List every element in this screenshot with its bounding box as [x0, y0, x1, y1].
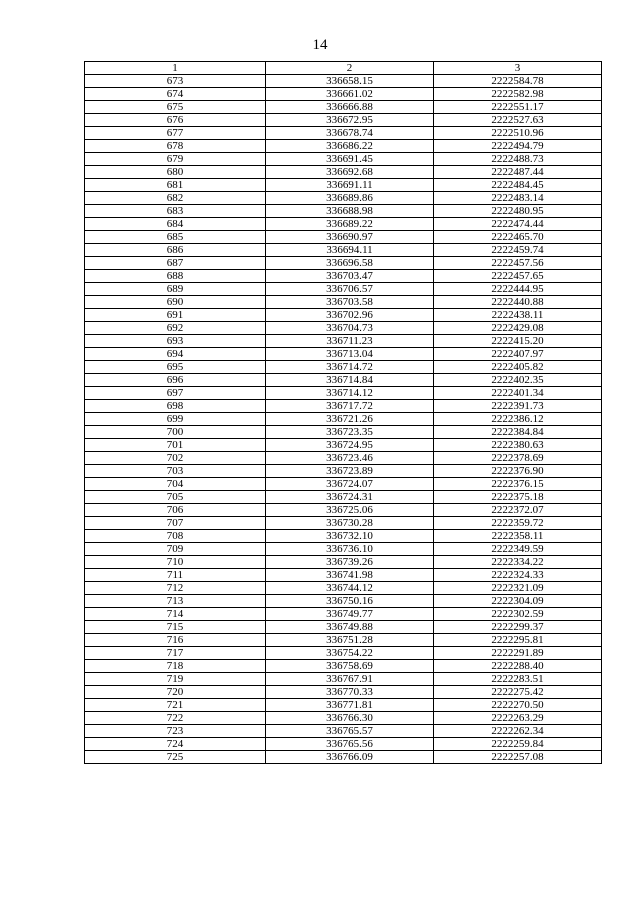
table-row — [85, 751, 602, 764]
page-number: 14 — [312, 37, 328, 53]
y-coordinate-cell: 2222262.34 — [434, 725, 602, 738]
point-number-cell: 725 — [85, 751, 266, 764]
x-coordinate-cell: 336766.30 — [266, 712, 434, 725]
x-coordinate-cell: 336749.77 — [266, 608, 434, 621]
table-row — [85, 439, 602, 452]
table-row — [85, 712, 602, 725]
y-coordinate-cell: 2222299.37 — [434, 621, 602, 634]
table-row — [85, 426, 602, 439]
x-coordinate-cell: 336717.72 — [266, 400, 434, 413]
table-row — [85, 647, 602, 660]
table-row — [85, 465, 602, 478]
point-number-cell: 693 — [85, 335, 266, 348]
table-row — [85, 452, 602, 465]
y-coordinate-cell: 2222440.88 — [434, 296, 602, 309]
x-coordinate-cell: 336771.81 — [266, 699, 434, 712]
table-row — [85, 686, 602, 699]
point-number-cell: 683 — [85, 205, 266, 218]
y-coordinate-cell: 2222324.33 — [434, 569, 602, 582]
table-row — [85, 140, 602, 153]
y-coordinate-cell: 2222444.95 — [434, 283, 602, 296]
point-number-cell: 690 — [85, 296, 266, 309]
table-row — [85, 569, 602, 582]
x-coordinate-cell: 336691.11 — [266, 179, 434, 192]
y-coordinate-cell: 2222401.34 — [434, 387, 602, 400]
y-coordinate-cell: 2222402.35 — [434, 374, 602, 387]
table-row — [85, 335, 602, 348]
y-coordinate-cell: 2222375.18 — [434, 491, 602, 504]
x-coordinate-cell: 336658.15 — [266, 75, 434, 88]
column-header-3: 3 — [434, 62, 602, 75]
table-row — [85, 309, 602, 322]
table-row — [85, 88, 602, 101]
y-coordinate-cell: 2222380.63 — [434, 439, 602, 452]
x-coordinate-cell: 336704.73 — [266, 322, 434, 335]
table-row — [85, 205, 602, 218]
x-coordinate-cell: 336696.58 — [266, 257, 434, 270]
x-coordinate-cell: 336702.96 — [266, 309, 434, 322]
x-coordinate-cell: 336732.10 — [266, 530, 434, 543]
point-number-cell: 701 — [85, 439, 266, 452]
y-coordinate-cell: 2222391.73 — [434, 400, 602, 413]
table-row — [85, 361, 602, 374]
x-coordinate-cell: 336770.33 — [266, 686, 434, 699]
y-coordinate-cell: 2222334.22 — [434, 556, 602, 569]
y-coordinate-cell: 2222376.90 — [434, 465, 602, 478]
point-number-cell: 717 — [85, 647, 266, 660]
table-body — [85, 75, 602, 764]
point-number-cell: 708 — [85, 530, 266, 543]
y-coordinate-cell: 2222263.29 — [434, 712, 602, 725]
point-number-cell: 694 — [85, 348, 266, 361]
column-header-1: 1 — [85, 62, 266, 75]
x-coordinate-cell: 336721.26 — [266, 413, 434, 426]
table-row — [85, 153, 602, 166]
point-number-cell: 714 — [85, 608, 266, 621]
y-coordinate-cell: 2222488.73 — [434, 153, 602, 166]
y-coordinate-cell: 2222480.95 — [434, 205, 602, 218]
x-coordinate-cell: 336744.12 — [266, 582, 434, 595]
x-coordinate-cell: 336739.26 — [266, 556, 434, 569]
y-coordinate-cell: 2222465.70 — [434, 231, 602, 244]
table-row — [85, 257, 602, 270]
x-coordinate-cell: 336750.16 — [266, 595, 434, 608]
table-row — [85, 413, 602, 426]
table-row — [85, 270, 602, 283]
point-number-cell: 680 — [85, 166, 266, 179]
x-coordinate-cell: 336689.22 — [266, 218, 434, 231]
point-number-cell: 691 — [85, 309, 266, 322]
table-row — [85, 218, 602, 231]
y-coordinate-cell: 2222257.08 — [434, 751, 602, 764]
table-row — [85, 608, 602, 621]
point-number-cell: 695 — [85, 361, 266, 374]
x-coordinate-cell: 336723.46 — [266, 452, 434, 465]
point-number-cell: 681 — [85, 179, 266, 192]
y-coordinate-cell: 2222405.82 — [434, 361, 602, 374]
table-row — [85, 192, 602, 205]
table-row — [85, 530, 602, 543]
x-coordinate-cell: 336724.31 — [266, 491, 434, 504]
point-number-cell: 697 — [85, 387, 266, 400]
y-coordinate-cell: 2222487.44 — [434, 166, 602, 179]
y-coordinate-cell: 2222429.08 — [434, 322, 602, 335]
y-coordinate-cell: 2222291.89 — [434, 647, 602, 660]
x-coordinate-cell: 336724.95 — [266, 439, 434, 452]
table-row — [85, 543, 602, 556]
table-row — [85, 166, 602, 179]
x-coordinate-cell: 336691.45 — [266, 153, 434, 166]
y-coordinate-cell: 2222349.59 — [434, 543, 602, 556]
table-row — [85, 114, 602, 127]
y-coordinate-cell: 2222358.11 — [434, 530, 602, 543]
table-row — [85, 621, 602, 634]
table-row — [85, 400, 602, 413]
y-coordinate-cell: 2222321.09 — [434, 582, 602, 595]
point-number-cell: 674 — [85, 88, 266, 101]
x-coordinate-cell: 336689.86 — [266, 192, 434, 205]
x-coordinate-cell: 336736.10 — [266, 543, 434, 556]
x-coordinate-cell: 336690.97 — [266, 231, 434, 244]
point-number-cell: 677 — [85, 127, 266, 140]
point-number-cell: 675 — [85, 101, 266, 114]
x-coordinate-cell: 336694.11 — [266, 244, 434, 257]
table-row — [85, 374, 602, 387]
point-number-cell: 696 — [85, 374, 266, 387]
table-row — [85, 725, 602, 738]
y-coordinate-cell: 2222304.09 — [434, 595, 602, 608]
x-coordinate-cell: 336714.12 — [266, 387, 434, 400]
point-number-cell: 703 — [85, 465, 266, 478]
y-coordinate-cell: 2222474.44 — [434, 218, 602, 231]
point-number-cell: 712 — [85, 582, 266, 595]
x-coordinate-cell: 336706.57 — [266, 283, 434, 296]
point-number-cell: 702 — [85, 452, 266, 465]
point-number-cell: 686 — [85, 244, 266, 257]
x-coordinate-cell: 336723.89 — [266, 465, 434, 478]
point-number-cell: 709 — [85, 543, 266, 556]
x-coordinate-cell: 336661.02 — [266, 88, 434, 101]
y-coordinate-cell: 2222359.72 — [434, 517, 602, 530]
x-coordinate-cell: 336686.22 — [266, 140, 434, 153]
table-row — [85, 699, 602, 712]
point-number-cell: 689 — [85, 283, 266, 296]
point-number-cell: 673 — [85, 75, 266, 88]
y-coordinate-cell: 2222457.56 — [434, 257, 602, 270]
y-coordinate-cell: 2222407.97 — [434, 348, 602, 361]
point-number-cell: 716 — [85, 634, 266, 647]
x-coordinate-cell: 336766.09 — [266, 751, 434, 764]
point-number-cell: 688 — [85, 270, 266, 283]
x-coordinate-cell: 336703.58 — [266, 296, 434, 309]
table-header-row — [85, 62, 602, 75]
point-number-cell: 684 — [85, 218, 266, 231]
point-number-cell: 711 — [85, 569, 266, 582]
x-coordinate-cell: 336724.07 — [266, 478, 434, 491]
column-header-2: 2 — [266, 62, 434, 75]
point-number-cell: 713 — [85, 595, 266, 608]
point-number-cell: 724 — [85, 738, 266, 751]
x-coordinate-cell: 336730.28 — [266, 517, 434, 530]
x-coordinate-cell: 336723.35 — [266, 426, 434, 439]
point-number-cell: 707 — [85, 517, 266, 530]
y-coordinate-cell: 2222259.84 — [434, 738, 602, 751]
table-row — [85, 75, 602, 88]
y-coordinate-cell: 2222384.84 — [434, 426, 602, 439]
y-coordinate-cell: 2222376.15 — [434, 478, 602, 491]
point-number-cell: 705 — [85, 491, 266, 504]
table-row — [85, 322, 602, 335]
coordinates-table — [84, 61, 602, 764]
y-coordinate-cell: 2222457.65 — [434, 270, 602, 283]
point-number-cell: 723 — [85, 725, 266, 738]
x-coordinate-cell: 336767.91 — [266, 673, 434, 686]
x-coordinate-cell: 336758.69 — [266, 660, 434, 673]
point-number-cell: 682 — [85, 192, 266, 205]
y-coordinate-cell: 2222551.17 — [434, 101, 602, 114]
y-coordinate-cell: 2222494.79 — [434, 140, 602, 153]
x-coordinate-cell: 336765.57 — [266, 725, 434, 738]
x-coordinate-cell: 336692.68 — [266, 166, 434, 179]
y-coordinate-cell: 2222372.07 — [434, 504, 602, 517]
point-number-cell: 721 — [85, 699, 266, 712]
point-number-cell: 704 — [85, 478, 266, 491]
table-row — [85, 231, 602, 244]
x-coordinate-cell: 336688.98 — [266, 205, 434, 218]
point-number-cell: 679 — [85, 153, 266, 166]
table-row — [85, 582, 602, 595]
point-number-cell: 687 — [85, 257, 266, 270]
y-coordinate-cell: 2222275.42 — [434, 686, 602, 699]
point-number-cell: 722 — [85, 712, 266, 725]
table-row — [85, 556, 602, 569]
x-coordinate-cell: 336725.06 — [266, 504, 434, 517]
table-row — [85, 283, 602, 296]
y-coordinate-cell: 2222510.96 — [434, 127, 602, 140]
table-row — [85, 478, 602, 491]
x-coordinate-cell: 336751.28 — [266, 634, 434, 647]
y-coordinate-cell: 2222283.51 — [434, 673, 602, 686]
y-coordinate-cell: 2222582.98 — [434, 88, 602, 101]
point-number-cell: 698 — [85, 400, 266, 413]
y-coordinate-cell: 2222459.74 — [434, 244, 602, 257]
x-coordinate-cell: 336713.04 — [266, 348, 434, 361]
point-number-cell: 715 — [85, 621, 266, 634]
point-number-cell: 676 — [85, 114, 266, 127]
y-coordinate-cell: 2222415.20 — [434, 335, 602, 348]
table-row — [85, 387, 602, 400]
point-number-cell: 699 — [85, 413, 266, 426]
x-coordinate-cell: 336666.88 — [266, 101, 434, 114]
y-coordinate-cell: 2222302.59 — [434, 608, 602, 621]
table-row — [85, 595, 602, 608]
point-number-cell: 678 — [85, 140, 266, 153]
table-row — [85, 673, 602, 686]
table-row — [85, 179, 602, 192]
x-coordinate-cell: 336672.95 — [266, 114, 434, 127]
y-coordinate-cell: 2222584.78 — [434, 75, 602, 88]
y-coordinate-cell: 2222378.69 — [434, 452, 602, 465]
table-row — [85, 348, 602, 361]
point-number-cell: 685 — [85, 231, 266, 244]
y-coordinate-cell: 2222295.81 — [434, 634, 602, 647]
x-coordinate-cell: 336749.88 — [266, 621, 434, 634]
y-coordinate-cell: 2222483.14 — [434, 192, 602, 205]
table-row — [85, 517, 602, 530]
table-row — [85, 660, 602, 673]
table-row — [85, 127, 602, 140]
y-coordinate-cell: 2222386.12 — [434, 413, 602, 426]
y-coordinate-cell: 2222527.63 — [434, 114, 602, 127]
point-number-cell: 718 — [85, 660, 266, 673]
table-row — [85, 504, 602, 517]
x-coordinate-cell: 336711.23 — [266, 335, 434, 348]
y-coordinate-cell: 2222484.45 — [434, 179, 602, 192]
table-row — [85, 491, 602, 504]
table-row — [85, 738, 602, 751]
y-coordinate-cell: 2222438.11 — [434, 309, 602, 322]
x-coordinate-cell: 336741.98 — [266, 569, 434, 582]
x-coordinate-cell: 336754.22 — [266, 647, 434, 660]
point-number-cell: 706 — [85, 504, 266, 517]
point-number-cell: 719 — [85, 673, 266, 686]
table-row — [85, 634, 602, 647]
y-coordinate-cell: 2222270.50 — [434, 699, 602, 712]
x-coordinate-cell: 336678.74 — [266, 127, 434, 140]
point-number-cell: 700 — [85, 426, 266, 439]
point-number-cell: 692 — [85, 322, 266, 335]
point-number-cell: 710 — [85, 556, 266, 569]
table-row — [85, 101, 602, 114]
y-coordinate-cell: 2222288.40 — [434, 660, 602, 673]
table-row — [85, 244, 602, 257]
x-coordinate-cell: 336714.84 — [266, 374, 434, 387]
point-number-cell: 720 — [85, 686, 266, 699]
x-coordinate-cell: 336765.56 — [266, 738, 434, 751]
table-row — [85, 296, 602, 309]
x-coordinate-cell: 336714.72 — [266, 361, 434, 374]
x-coordinate-cell: 336703.47 — [266, 270, 434, 283]
